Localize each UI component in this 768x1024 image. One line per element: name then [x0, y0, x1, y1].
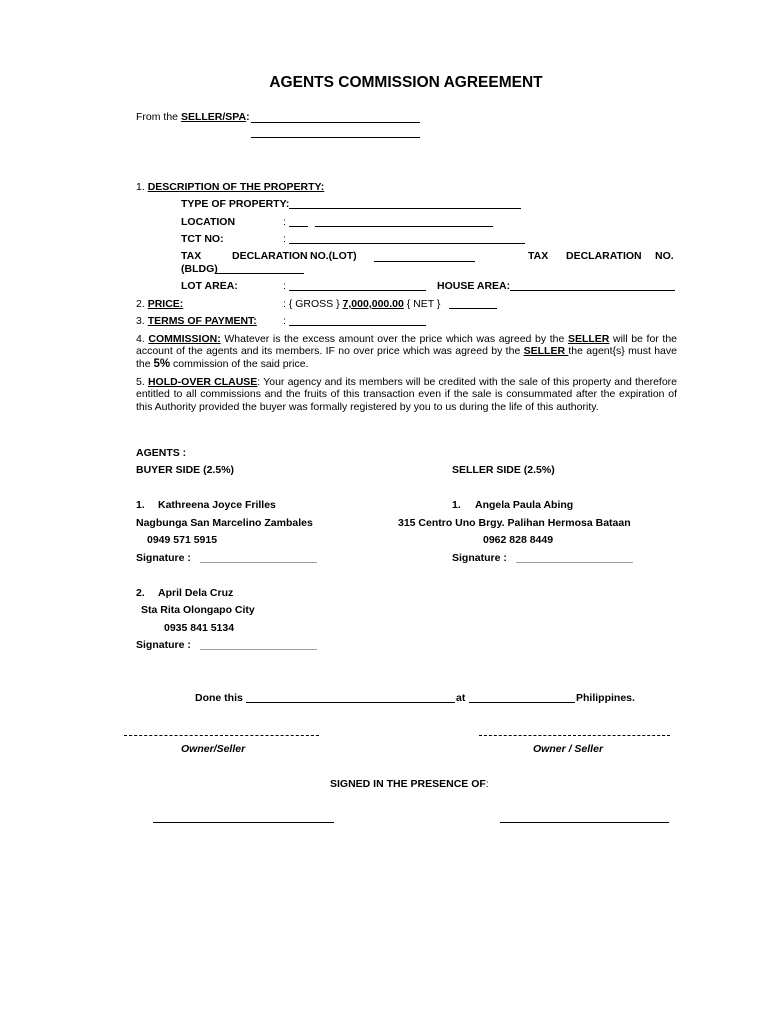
agents-heading: AGENTS : — [136, 447, 187, 459]
buyer-agent-1-name: Kathreena Joyce Frilles — [158, 499, 276, 511]
terms-heading — [136, 315, 257, 327]
lot-area-colon: : — [283, 280, 286, 292]
declaration-word-2: DECLARATION — [566, 250, 642, 262]
holdover-paragraph — [136, 376, 677, 413]
terms-number: 3. — [136, 315, 148, 327]
type-of-property-blank[interactable] — [289, 208, 521, 209]
commission-text-2: will be for the account of the agents and its members. IF no over price which was agreed by the — [136, 333, 677, 358]
seller-agent-1-signature-blank[interactable]: ____________________ — [516, 552, 633, 564]
buyer-agent-1-signature-label: Signature : — [136, 552, 191, 564]
buyer-side-heading: BUYER SIDE (2.5%) — [136, 464, 235, 476]
owner-seller-label-left: Owner/Seller — [181, 743, 246, 755]
witness-signature-line-left[interactable] — [153, 822, 334, 823]
house-area-blank[interactable] — [510, 290, 675, 291]
tct-no-blank[interactable] — [289, 243, 525, 244]
owner-seller-signature-line-left[interactable] — [124, 735, 319, 736]
location-label: LOCATION — [181, 216, 236, 228]
section-1-number: 1. — [136, 181, 148, 193]
section-1-heading — [136, 181, 324, 193]
tct-no-label: TCT NO: — [181, 233, 224, 245]
location-blank-short[interactable] — [289, 226, 308, 227]
section-1-label: DESCRIPTION OF THE PROPERTY: — [147, 181, 325, 193]
commission-text-4: commission of the said price. — [170, 357, 309, 370]
from-colon: : — [246, 111, 250, 123]
seller-agent-1-number: 1. — [452, 499, 461, 511]
no-label-2: NO. — [655, 250, 674, 262]
price-number: 2. — [136, 298, 148, 310]
from-seller-label: SELLER/SPA — [180, 111, 247, 123]
holdover-text: : Your agency and its members will be credited with the sale of this property and therefore entitled to all commissions and the fruits of this transaction even if the sale is consummated after the expiration of this Authority provided the buyer was formally registered by you to us during the life of this authority. — [136, 376, 677, 413]
tax-word: TAX — [181, 250, 202, 262]
bldg-label: (BLDG) — [181, 263, 218, 275]
seller-agent-1-name: Angela Paula Abing — [475, 499, 574, 511]
buyer-agent-2-phone: 0935 841 5134 — [164, 622, 235, 634]
terms-blank[interactable] — [289, 325, 426, 326]
buyer-agent-1-signature-blank[interactable]: ____________________ — [200, 552, 317, 564]
buyer-agent-1-phone: 0949 571 5915 — [147, 534, 218, 546]
owner-seller-signature-line-right[interactable] — [479, 735, 670, 736]
holdover-number: 5. — [136, 376, 148, 388]
lot-area-label: LOT AREA: — [181, 280, 238, 292]
commission-text-1: Whatever is the excess amount over the price which was agreed by the — [220, 333, 568, 345]
buyer-agent-2-address: Sta Rita Olongapo City — [141, 604, 255, 616]
commission-percent: 5% — [153, 357, 171, 370]
commission-text-3: the agent{s} must have the — [136, 345, 677, 370]
buyer-agent-2-signature-blank[interactable]: ____________________ — [200, 639, 317, 651]
commission-number: 4. — [136, 333, 149, 345]
from-seller-line — [136, 111, 250, 123]
location-colon: : — [283, 216, 286, 228]
seller-side-heading: SELLER SIDE (2.5%) — [452, 464, 555, 476]
buyer-agent-1-address: Nagbunga San Marcelino Zambales — [136, 517, 313, 529]
tax-declaration-bldg-blank[interactable] — [216, 273, 304, 274]
buyer-agent-2-signature-label: Signature : — [136, 639, 191, 651]
gross-label: : { GROSS } — [283, 298, 343, 310]
done-this-label: Done this — [195, 692, 243, 704]
tax-declaration-lot-blank[interactable] — [374, 261, 475, 262]
commission-label: COMMISSION: — [148, 333, 221, 345]
holdover-label: HOLD-OVER CLAUSE — [147, 376, 258, 388]
declaration-word: DECLARATION — [232, 250, 308, 262]
done-place-blank[interactable] — [469, 702, 575, 703]
commission-paragraph — [136, 333, 677, 370]
location-blank[interactable] — [315, 226, 493, 227]
no-lot-label: NO.(LOT) — [310, 250, 357, 262]
house-area-label: HOUSE AREA: — [437, 280, 511, 292]
net-label: { NET } — [403, 298, 441, 310]
terms-colon: : — [283, 315, 286, 327]
tax-word-2: TAX — [528, 250, 549, 262]
price-label: PRICE: — [147, 298, 184, 310]
buyer-agent-1-number: 1. — [136, 499, 145, 511]
from-prefix: From the — [136, 111, 181, 123]
net-amount-blank[interactable] — [449, 308, 497, 309]
signed-presence-label: SIGNED IN THE PRESENCE OF — [330, 778, 486, 790]
lot-area-blank[interactable] — [289, 290, 426, 291]
witness-signature-line-right[interactable] — [500, 822, 669, 823]
signed-presence-heading — [330, 778, 489, 790]
tct-colon: : — [283, 233, 286, 245]
document-title: AGENTS COMMISSION AGREEMENT — [269, 74, 543, 91]
seller-agent-1-phone: 0962 828 8449 — [483, 534, 554, 546]
gross-amount: 7,000,000.00 — [342, 298, 404, 310]
owner-seller-label-right: Owner / Seller — [533, 743, 604, 755]
buyer-agent-2-number: 2. — [136, 587, 145, 599]
seller-name-blank-2[interactable] — [251, 137, 420, 138]
terms-label: TERMS OF PAYMENT: — [147, 315, 257, 327]
seller-agent-1-signature-label: Signature : — [452, 552, 507, 564]
done-date-blank[interactable] — [246, 702, 455, 703]
price-values — [283, 298, 440, 310]
seller-agent-1-address: 315 Centro Uno Brgy. Palihan Hermosa Bataan — [398, 517, 631, 529]
buyer-agent-2-name: April Dela Cruz — [158, 587, 234, 599]
commission-seller-2: SELLER — [523, 345, 569, 358]
seller-name-blank[interactable] — [251, 122, 420, 123]
signed-presence-colon: : — [485, 778, 489, 790]
price-heading — [136, 298, 183, 310]
type-of-property-label: TYPE OF PROPERTY: — [181, 198, 290, 210]
done-at-label: at — [456, 692, 466, 704]
commission-seller-1: SELLER — [567, 333, 610, 345]
done-country: Philippines. — [576, 692, 635, 704]
